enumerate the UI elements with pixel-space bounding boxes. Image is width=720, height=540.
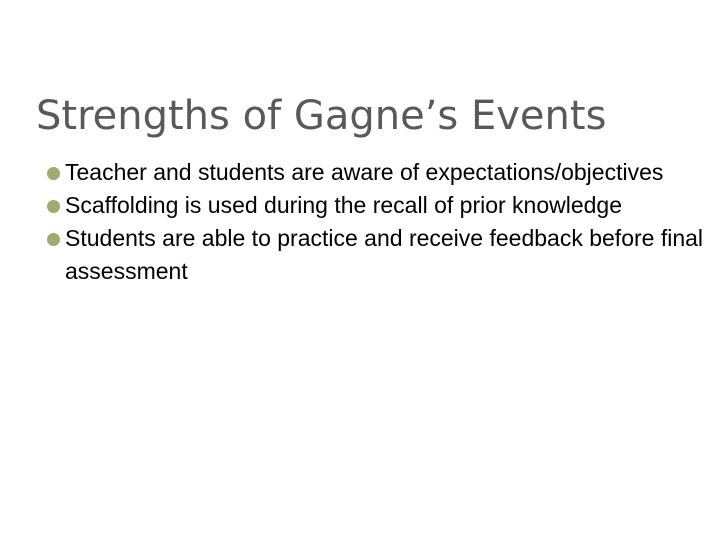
bullet-dot-icon — [47, 200, 60, 213]
bullet-item — [47, 156, 707, 189]
bullet-list — [47, 156, 707, 288]
bullet-text: Students are able to practice and receive feedback before final assessment — [65, 225, 704, 284]
bullet-dot-icon — [47, 167, 60, 180]
bullet-dot-icon — [47, 233, 60, 246]
bullet-text: Scaffolding is used during the recall of prior knowledge — [65, 192, 623, 218]
bullet-item — [47, 189, 707, 222]
bullet-item — [47, 222, 707, 288]
bullet-text: Teacher and students are aware of expectations/objectives — [65, 159, 664, 185]
slide-title: Strengths of Gagne’s Events — [36, 93, 607, 139]
